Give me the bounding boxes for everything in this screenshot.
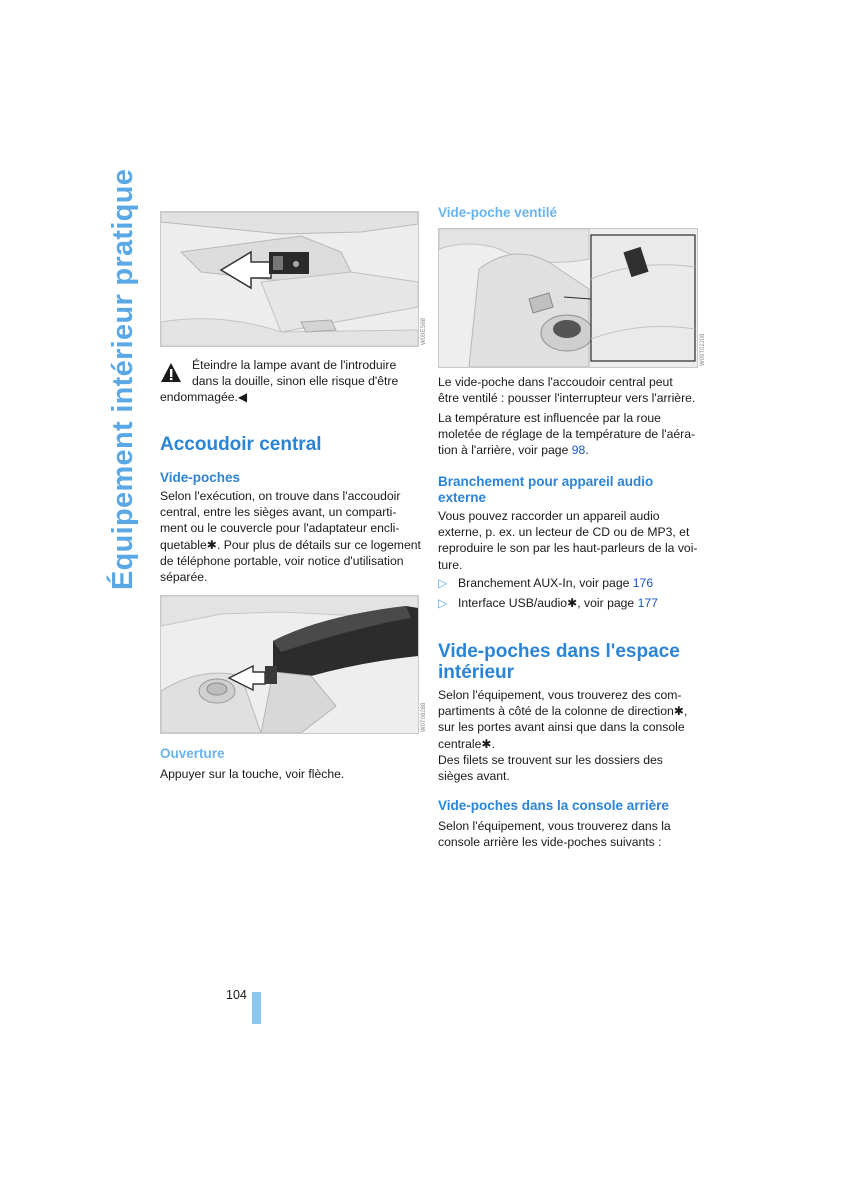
warning-icon (160, 362, 182, 384)
page-link-177[interactable]: 177 (637, 596, 658, 610)
text-fragment: . (585, 443, 589, 458)
figure-ventilated-compartment (438, 228, 698, 368)
text-line: Le vide-poche dans l'accoudoir central peut (438, 375, 673, 389)
text-line: Selon l'équipement, vous trouverez dans la (438, 819, 671, 833)
warning-text-end: endommagée.◀ (160, 390, 248, 404)
chapter-title: Équipement intérieur pratique (107, 168, 139, 590)
paragraph-compartments (160, 488, 421, 585)
text-line: La température est influencée par la roue (438, 411, 661, 425)
subheading-ventilated: Vide-poche ventilé (438, 205, 558, 220)
opening-text: Appuyer sur la touche, voir flèche. (160, 767, 345, 781)
text-line: partiments à côté de la colonne de direction✱, (438, 704, 688, 719)
heading-line: externe (438, 490, 487, 505)
subheading-opening: Ouverture (160, 746, 225, 761)
heading-line: Vide-poches dans l'espace (438, 641, 680, 662)
bullet-icon: ▷ (438, 596, 448, 610)
bullet-icon: ▷ (438, 576, 448, 590)
text-fragment: tion à l'arrière, voir page (438, 443, 572, 458)
text-line: Selon l'exécution, on trouve dans l'accoudoir (160, 489, 401, 503)
text-line: ment ou le couvercle pour l'adaptateur encli- (160, 521, 400, 536)
interior-paragraph (438, 687, 687, 784)
page-number: 104 (226, 988, 247, 1002)
figure-code: W0T08288 (421, 702, 427, 732)
audio-paragraph (438, 508, 697, 573)
rear-paragraph (438, 818, 671, 850)
text-line (438, 442, 695, 458)
subheading-compartments: Vide-poches (160, 470, 241, 485)
ventilated-paragraph-1 (438, 374, 695, 406)
text-line: reproduire le son par les haut-parleurs de la voi- (438, 541, 698, 556)
text-line: quetable✱. Pour plus de détails sur ce logement (160, 537, 421, 552)
text-line: sur les portes avant ainsi que dans la console (438, 720, 685, 735)
figure-armrest (160, 595, 419, 734)
text-line: séparée. (160, 570, 208, 585)
list-item-text: Interface USB/audio✱, voir page (458, 596, 638, 610)
text-line: être ventilé : pousser l'interrupteur vers l'arrière. (438, 391, 696, 406)
page-link-176[interactable]: 176 (632, 576, 654, 590)
warning-line: Éteindre la lampe avant de l'introduire (192, 358, 397, 372)
text-line: centrale✱. (438, 736, 495, 751)
warning-text (192, 357, 398, 389)
text-line: ture. (438, 557, 463, 572)
text-line: Vous pouvez raccorder un appareil audio (438, 509, 660, 523)
subheading-external-audio (438, 474, 653, 506)
figure-code: W09T02J08 (700, 333, 706, 366)
text-line: Des filets se trouvent sur les dossiers des (438, 752, 663, 767)
figure-code: W09ES68 (421, 317, 427, 345)
figure-lamp-socket (160, 211, 419, 347)
text-line: de téléphone portable, voir notice d'utilisation (160, 553, 404, 568)
ventilated-paragraph-2 (438, 410, 695, 459)
text-line: central, entre les sièges avant, un comparti- (160, 505, 397, 520)
text-line: externe, p. ex. un lecteur de CD ou de MP3, et (438, 525, 690, 540)
heading-interior-compartments (438, 641, 680, 683)
text-line: Selon l'équipement, vous trouverez des com- (438, 688, 682, 702)
subheading-rear-console: Vide-poches dans la console arrière (438, 798, 669, 813)
list-item (438, 595, 658, 611)
page-marker-bar (252, 992, 261, 1024)
list-item (438, 575, 653, 591)
heading-line: Branchement pour appareil audio (438, 474, 654, 489)
text-line: moletée de réglage de la température de l'aéra- (438, 427, 696, 442)
page-link-98[interactable]: 98 (571, 443, 586, 458)
text-line: console arrière les vide-poches suivants : (438, 835, 662, 850)
warning-line: dans la douille, sinon elle risque d'être (192, 374, 399, 389)
heading-armrest: Accoudoir central (160, 434, 322, 455)
heading-line: intérieur (438, 662, 515, 683)
text-line: sièges avant. (438, 769, 510, 784)
list-item-text: Branchement AUX-In, voir page (458, 576, 633, 590)
